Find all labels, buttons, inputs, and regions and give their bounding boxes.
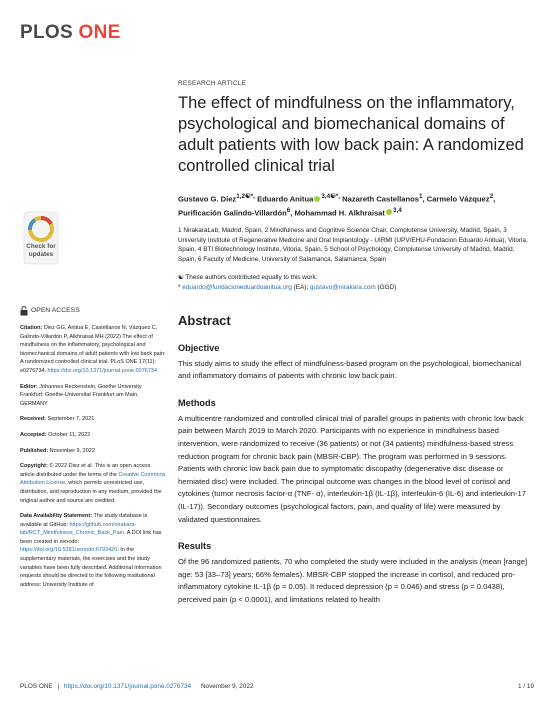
author-affil-sup: 1: [418, 193, 423, 200]
cc-license-link[interactable]: Creative Commons Attribution License: [20, 471, 166, 487]
data-availability-text: . A DOI link has been created in zenodo:: [20, 530, 162, 545]
received-value: September 7, 2021: [46, 416, 95, 423]
article-type: RESEARCH ARTICLE: [178, 80, 247, 87]
author-affil-sup: 3,4: [392, 206, 402, 214]
badge-line1: Check for: [26, 243, 56, 250]
objective-text: This study aims to study the effect of mindfulness-based program on the psychological, biomechanical and inflammatory domains of patients with chronic low back pain.: [178, 358, 522, 381]
copyright: [20, 462, 166, 505]
methods-heading: Methods: [178, 397, 216, 408]
footer-journal: PLOS ONE: [20, 683, 53, 690]
copyright-text: © 2022 Diez et al. This is an open access article distributed under the terms of the: [20, 463, 151, 478]
received-date: [20, 415, 166, 424]
email-link-ggd[interactable]: gustavo@nirakara.com: [309, 284, 376, 292]
received-label: Received:: [20, 416, 46, 423]
author-name[interactable]: , Mohammad H. Alkhraisat: [290, 208, 385, 218]
open-access: [20, 306, 166, 316]
author-affil-sup: 2: [489, 193, 494, 200]
email-suffix: (GGD): [375, 284, 397, 292]
affiliations: 1 NirakaraLab, Madrid, Spain, 2 Mindfulness and Cognitive Science Chair, Complutense University, Madrid, Spain, 3 University Institute of Regenerative Medicine and Oral Implantology - UIRMI (UPV/EHU-Fundacion Eduardo Anitua), Vitoria, Spain, 4 BTI Biotechnology Institute, Vitoria, Spain, 5 School of Psychology, Complutense University of Madrid, Madrid, Spain, 6 Faculty of Medicine, University of Salamanca, Salamanca, Spain: [178, 227, 528, 263]
orcid-icon[interactable]: [314, 196, 320, 202]
editor-label: Editor:: [20, 383, 38, 390]
logo-plos: PLOS: [20, 22, 73, 43]
author-name[interactable]: , Purificación Galindo-Villardón: [178, 194, 496, 218]
methods-text: A multicentre randomized and controlled clinical trial of parallel groups in patients with chronic low back pain between March 2019 to March 2020. Participants with no experience in mindfulness based intervention, were randomized to receive (36 patients) or not (34 patients) mindfulness-based stress reduction program for chronic back pain (MBSR-CBP). The program was performed in 9 sessions. Patients with chronic low back pain due to symptomatic discopathy (degenerative disc disease or herniated disc) were included. The principal outcome was changes in the blood level of cortisol and cytokines (tumor necrosis factor-α (TNF- α), interleukin-1β (IL-1β), interleukin-6 (IL-6) and interleukin-17 (IL-17)). Secondary outcomes (psychological factors, pain, and quality of life) were measured by validated questionnaires.: [178, 413, 526, 524]
logo-one: ONE: [78, 22, 121, 43]
editor-text: Johannes Reckenstein, Goethe University Frankfurt: Goethe-Universitat Frankfurt am Main, GERMANY: [20, 383, 142, 407]
citation-doi-link[interactable]: https://doi.org/10.1371/journal.pone.0276734: [47, 367, 158, 374]
author-name[interactable]: Nazareth Castellanos: [342, 194, 419, 204]
author-affil-sup: 1,2☯*,: [236, 193, 255, 200]
page-footer: [20, 683, 534, 690]
results-text: Of the 96 randomized patients, 70 who completed the study were included in the analysis (mean [range] age: 53 [33–73] years; 66% females). MBSR-CBP stopped the increase in cortisol, and reduced pro-inflammatory cytokine IL-1β (p = 0.05). It reduced depression (p = 0.046) and stress (p = 0.0438), perceived pain (p < 0.0001), and limitations related to health: [178, 557, 528, 604]
results-heading: Results: [178, 541, 212, 552]
open-access-label: OPEN ACCESS: [31, 306, 80, 314]
objective-heading: Objective: [178, 342, 220, 353]
citation-text: Diez GG, Anitua E, Castellanos N, Vázquez C, Galindo-Villardón P, Alkhraisat MH (2022) The effect of mindfulness on the inflammatory, psychological and biomechanical domains of adult patients with low back pain: A randomized controlled clinical trial. PLoS ONE 17(11): e0276734.: [20, 325, 166, 374]
author-name[interactable]: , Carmelo Vázquez: [422, 194, 490, 204]
equal-contribution-note: ☯ These authors contributed equally to this work.: [178, 274, 318, 282]
author-affil-sup: 6: [286, 206, 291, 214]
author-affil-sup: 3,4☯*,: [321, 193, 341, 200]
data-availability-text: . In the supplementary materials, the exercises and the study variables have been fully described. Additional information requests should be directed to the following institutional address: University Institute of: [20, 547, 162, 588]
copyright-text-rest: , which permits unrestricted use, distribution, and reproduction in any medium, provided the original author and source are credited.: [20, 480, 162, 504]
footer-date: November 9, 2022: [200, 683, 254, 690]
open-lock-icon: [20, 306, 28, 316]
author-list: [178, 191, 528, 218]
copyright-label: Copyright:: [20, 463, 48, 470]
contributions: [178, 273, 528, 292]
email-link-ea[interactable]: eduardo@fundacioneduardoanitua.org: [182, 284, 292, 292]
footer-left: [20, 683, 256, 690]
editor: [20, 383, 166, 409]
journal-logo: [20, 22, 121, 44]
email-prefix: *: [178, 284, 183, 292]
accepted-date: [20, 431, 166, 440]
check-for-updates-label[interactable]: [20, 243, 62, 258]
zenodo-link[interactable]: https://doi.org/10.5281/zenodo.6793420: [20, 547, 118, 554]
author-name[interactable]: Eduardo Anitua: [257, 194, 314, 204]
footer-sep: |: [55, 683, 61, 690]
data-availability-text: The study database is available at GitHub:: [20, 513, 148, 528]
citation: [20, 324, 166, 376]
accepted-value: October 11, 2022: [46, 431, 91, 438]
article-title: The effect of mindfulness on the inflammatory, psychological and biomechanical domains of adult patients with low back pain: A randomized controlled clinical trial: [178, 94, 524, 175]
badge-line2: updates: [28, 250, 54, 258]
github-link[interactable]: https://github.com/nirakara-lab/RCT_Mindfulness_Chronic_Back_Pain: [20, 521, 137, 537]
published-label: Published:: [20, 447, 49, 454]
email-suffix: (EA);: [291, 284, 310, 292]
published-value: November 9, 2022: [48, 447, 95, 454]
page-number: 1 / 19: [518, 683, 534, 690]
author-name[interactable]: Gustavo G. Diez: [178, 194, 237, 204]
main-column: [178, 80, 528, 607]
abstract-heading: Abstract: [178, 312, 231, 328]
published-date: [20, 447, 166, 456]
article-info-sidebar: [20, 306, 166, 596]
data-availability-label: Data Availability Statement:: [20, 513, 93, 520]
citation-label: Citation:: [20, 325, 43, 331]
orcid-icon[interactable]: [386, 209, 392, 215]
accepted-label: Accepted:: [20, 431, 47, 438]
data-availability: [20, 512, 166, 589]
corresponding-emails: [178, 283, 528, 293]
footer-doi-link[interactable]: https://doi.org/10.1371/journal.pone.0276734: [63, 683, 192, 690]
